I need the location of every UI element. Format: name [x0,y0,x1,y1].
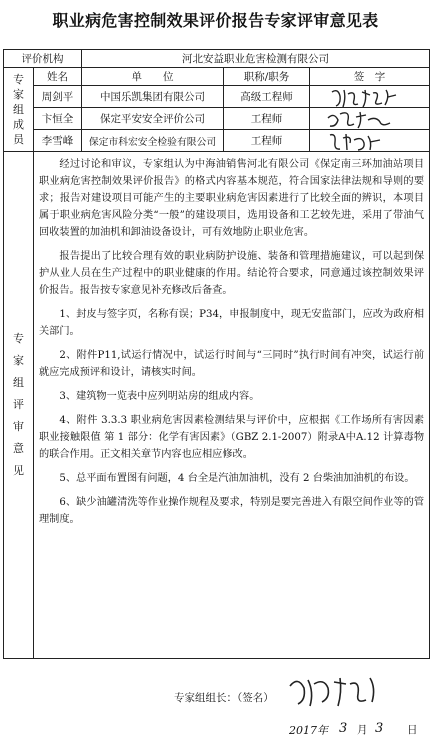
date-month-unit: 月 [357,724,368,736]
opinion-label-char: 意 [13,442,24,455]
header-title: 职称/职务 [224,68,310,86]
org-value: 河北安益职业危害检测有限公司 [82,50,430,68]
members-label-char: 家 [13,88,24,101]
member-unit: 保定市科宏安全检验有限公司 [82,130,224,152]
member-title: 高级工程师 [224,86,310,108]
members-label-char: 成 [13,118,24,131]
handwritten-signature-1 [310,86,430,108]
opinion-label-char: 审 [13,420,24,433]
member-header-row [4,68,430,86]
header-sign: 签 字 [310,68,430,86]
org-label: 评价机构 [4,50,82,68]
opinion-row [4,152,430,659]
members-label-char: 专 [13,73,24,86]
member-unit: 保定平安安全评价公司 [82,108,224,130]
leader-signature-label: 专家组组长：（签名） [174,692,274,704]
member-unit: 中国乐凯集团有限公司 [82,86,224,108]
member-row [4,130,430,152]
signature-date [289,718,431,742]
opinion-paragraph: 经过讨论和审议，专家组认为中海油销售河北有限公司《保定南三环加油站项目职业病危害控制效果评价报告》的格式内容基本规范，符合国家法律法规和导则的要求；报告对建设项目可能产生的主要职业病危害因素进行了比较全面的辨识，本项目属于职业病危害风险分类“一般”的建设项目，选用设备和工艺较先进，采用了带油气回收装置的加油机和卸油设备设计，可有效地防止职业危害。 [39,159,425,238]
members-label-char: 组 [13,103,24,116]
member-title: 工程师 [224,108,310,130]
opinion-item: 2、附件P11,试运行情况中，试运行时间与“三同时”执行时间有冲突，试运行前就应完成预评和设计，请核实时间。 [39,350,425,378]
member-name: 卞恒全 [34,108,82,130]
header-name: 姓名 [34,68,82,86]
member-signature-cell [310,108,430,130]
date-year: 2017年 [289,724,328,737]
member-signature-cell [310,130,430,152]
form-title: 职业病危害控制效果评价报告专家评审意见表 [52,11,379,30]
opinion-item: 1、封皮与签字页，名称有误；P34，申报制度中，现无安监部门，应改为政府相关部门。 [39,309,425,337]
opinion-label-char: 评 [13,398,24,411]
handwritten-signature-3 [310,130,430,152]
opinion-section-label [4,152,34,659]
org-row [4,50,430,68]
opinion-label-char: 组 [13,376,24,389]
member-row [4,86,430,108]
members-label-char: 员 [13,133,24,146]
member-title: 工程师 [224,130,310,152]
member-row [4,108,430,130]
header-unit: 单 位 [82,68,224,86]
member-name: 李雪峰 [34,130,82,152]
opinion-body [34,152,430,737]
opinion-label-char: 家 [13,354,24,367]
date-day: 3 [375,721,384,736]
handwritten-signature-2 [310,108,430,130]
member-signature-cell [310,86,430,108]
members-section-label [4,68,34,152]
opinion-item: 4、附件 3.3.3 职业病危害因素检测结果与评价中，应根据《工作场所有害因素职业接触限值 第 1 部分：化学有害因素》（GBZ 2.1-2007）附录A中A.12 计算毒物的联合作用。正文相关章节内容也应相应修改。 [39,415,425,460]
leader-handwritten-signature [284,672,404,712]
review-form-table [3,49,430,737]
date-day-unit: 日 [407,724,418,736]
member-name: 周剑平 [34,86,82,108]
opinion-paragraph: 报告提出了比较合理有效的职业病防护设施、装备和管理措施建议，可以起到保护从业人员在生产过程中的职业健康的作用。结论符合要求，同意通过该控制效果评价报告。报告按专家意见补充修改后备查。 [39,251,425,296]
date-month: 3 [339,721,348,736]
opinion-item: 6、缺少油罐清洗等作业操作规程及要求，特别是要完善进入有限空间作业等的管理制度。 [39,497,425,525]
opinion-label-char: 专 [13,332,24,345]
opinion-label-char: 见 [13,464,24,477]
opinion-item: 5、总平面布置图有问题，4 台全是汽油加油机，没有 2 台柴油加油机的布设。 [59,473,415,484]
opinion-item: 3、建筑物一览表中应列明站房的组成内容。 [59,391,260,402]
